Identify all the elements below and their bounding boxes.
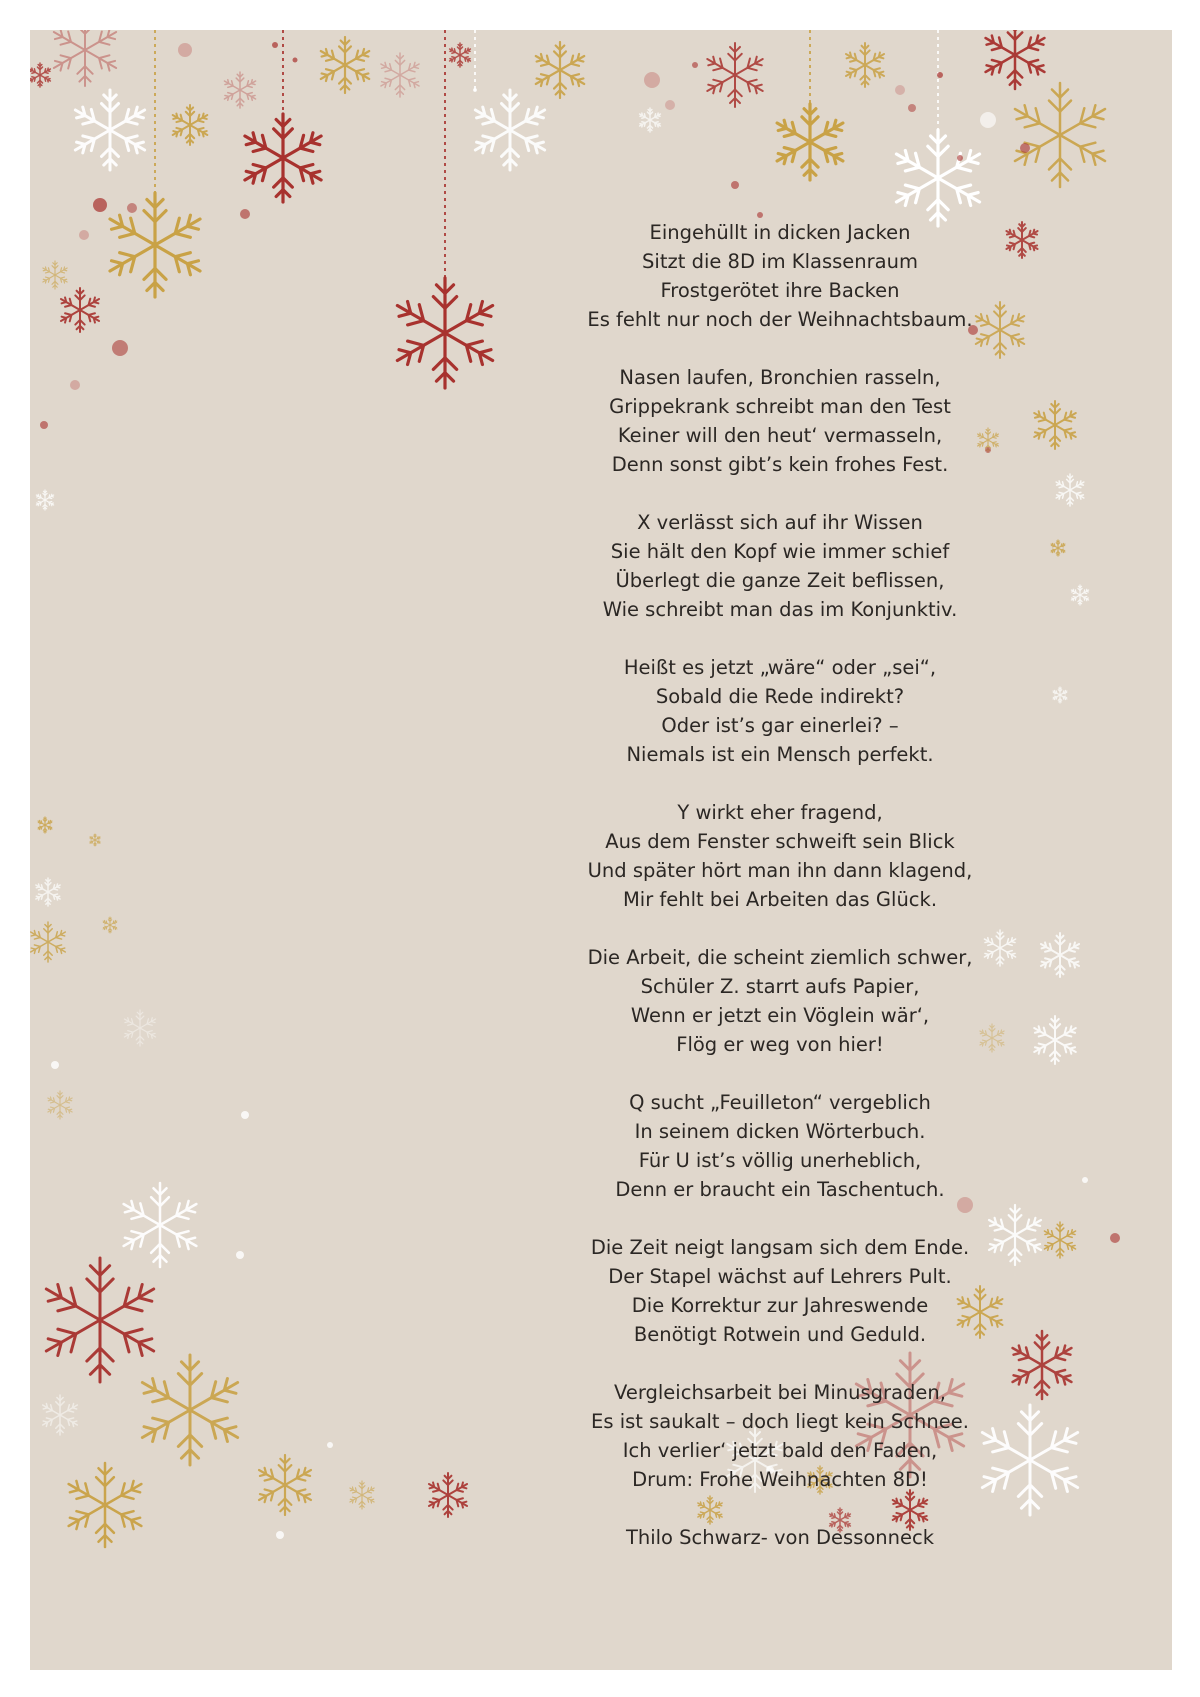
poem-line: Niemals ist ein Mensch perfekt. (626, 743, 934, 766)
snowflake-icon (43, 261, 67, 289)
snowflake-icon (777, 104, 843, 180)
dot-icon (327, 1442, 333, 1448)
snowflake-icon (54, 30, 116, 86)
dot-icon (980, 112, 996, 128)
stanza (550, 363, 1010, 479)
snowflake-icon (381, 53, 419, 97)
snowflake-icon (1034, 401, 1076, 449)
dot-icon (1082, 1177, 1088, 1183)
poem-line: Denn sonst gibt’s kein frohes Fest. (611, 453, 949, 476)
dot-icon (692, 62, 698, 68)
poem (550, 218, 1010, 1552)
snowflake-icon (103, 917, 117, 933)
stanza (550, 1378, 1010, 1494)
poem-line: Die Zeit neigt langsam sich dem Ende. (590, 1236, 970, 1259)
snowflake-icon (475, 90, 544, 170)
snowflake-icon (259, 1455, 311, 1515)
snowflake-icon (321, 37, 369, 93)
poem-line: Frostgerötet ihre Backen (660, 279, 900, 302)
snowflake-icon (36, 878, 60, 906)
dot-icon (276, 1531, 284, 1539)
snowflake-icon (1071, 585, 1088, 605)
dot-icon (127, 203, 137, 213)
snowflake-icon (707, 43, 762, 107)
poem-line: Sie hält den Kopf wie immer schief (610, 540, 950, 563)
snowflake-icon (124, 1010, 155, 1046)
dot-icon (908, 104, 916, 112)
poem-line: Schüler Z. starrt aufs Papier, (640, 975, 920, 998)
poem-line: Denn er braucht ein Taschentuch. (615, 1178, 945, 1201)
snowflake-icon (173, 105, 208, 145)
snowflake-icon (536, 42, 584, 98)
snowflake-icon (1034, 1016, 1076, 1064)
dot-icon (937, 72, 943, 78)
snowflake-icon (1044, 1222, 1075, 1258)
snowflake-icon (30, 63, 50, 87)
dot-icon (236, 1251, 244, 1259)
stanza (550, 943, 1010, 1059)
poem-line: X verlässt sich auf ihr Wissen (637, 511, 923, 534)
dot-icon (644, 72, 660, 88)
dot-icon (241, 1111, 249, 1119)
snowflake-icon (90, 834, 100, 846)
dot-icon (178, 43, 192, 57)
stanza (550, 1233, 1010, 1349)
poem-line: Oder ist’s gar einerlei? – (661, 714, 899, 737)
stanza (550, 508, 1010, 624)
snowflake-icon (429, 1473, 467, 1517)
snowflake-icon (75, 90, 144, 170)
dot-icon (665, 100, 675, 110)
poem-line: Sitzt die 8D im Klassenraum (642, 250, 918, 273)
snowflake-icon (142, 1355, 237, 1465)
poem-line: Q sucht „Feuilleton“ vergeblich (629, 1091, 931, 1114)
author-signature: Thilo Schwarz- von Dessonneck (625, 1526, 935, 1549)
snowflake-icon (124, 1183, 197, 1267)
poem-line: Wie schreibt man das im Konjunktiv. (602, 598, 958, 621)
stanza (550, 653, 1010, 769)
snowflake-icon (450, 43, 471, 67)
snowflake-icon (1006, 222, 1037, 258)
poem-line: Drum: Frohe Weihnachten 8D! (632, 1468, 928, 1491)
dot-icon (112, 340, 128, 356)
stanza (550, 1088, 1010, 1204)
snowflake-icon (986, 30, 1045, 89)
dot-icon (957, 155, 963, 161)
snowflake-icon (846, 43, 884, 87)
poem-page (30, 30, 1172, 1670)
poem-line: Ich verlier‘ jetzt bald den Faden, (622, 1439, 938, 1462)
snowflake-icon (48, 1091, 72, 1119)
snowflake-icon (350, 1481, 374, 1509)
snowflake-icon (1053, 687, 1067, 703)
dot-icon (1020, 143, 1030, 153)
snowflake-icon (397, 278, 492, 388)
snowflake-icon (1051, 540, 1065, 556)
stanza (550, 798, 1010, 914)
poem-line: Überlegt die ganze Zeit beflissen, (615, 569, 945, 592)
poem-line: Nasen laufen, Bronchien rasseln, (619, 366, 941, 389)
poem-line: Die Korrektur zur Jahreswende (631, 1294, 929, 1317)
poem-line: Y wirkt eher fragend, (677, 801, 883, 824)
snowflake-icon (46, 1258, 153, 1382)
snowflake-icon (896, 130, 979, 226)
dot-icon (51, 1061, 59, 1069)
dot-icon (40, 421, 48, 429)
dot-icon (240, 209, 250, 219)
dot-icon (731, 181, 739, 189)
dot-icon (70, 380, 80, 390)
snowflake-icon (69, 1463, 142, 1547)
poem-line: Mir fehlt bei Arbeiten das Glück. (622, 888, 938, 911)
snowflake-icon (110, 193, 200, 297)
poem-line: Der Stapel wächst auf Lehrers Pult. (608, 1265, 952, 1288)
poem-line: Flög er weg von hier! (676, 1033, 884, 1056)
snowflake-icon (1056, 474, 1084, 506)
dot-icon (895, 85, 905, 95)
snowflake-icon (31, 922, 66, 962)
dot-icon (93, 198, 107, 212)
poem-line: Heißt es jetzt „wäre“ oder „sei“, (623, 656, 937, 679)
poem-line: Es fehlt nur noch der Weihnachtsbaum. (587, 308, 973, 331)
poem-line: Benötigt Rotwein und Geduld. (633, 1323, 927, 1346)
poem-line: Aus dem Fenster schweift sein Blick (605, 830, 955, 853)
snowflake-icon (640, 108, 661, 132)
poem-line: Es ist saukalt – doch liegt kein Schnee. (591, 1410, 969, 1433)
snowflake-icon (245, 114, 321, 202)
dot-icon (79, 230, 89, 240)
poem-line: Grippekrank schreibt man den Test (609, 395, 951, 418)
snowflake-icon (38, 817, 52, 833)
snowflake-icon (1013, 1331, 1072, 1399)
dot-icon (272, 42, 278, 48)
poem-line: Wenn er jetzt ein Vöglein wär‘, (630, 1004, 930, 1027)
poem-line: Keiner will den heut‘ vermasseln, (617, 424, 943, 447)
poem-line: Die Arbeit, die scheint ziemlich schwer, (587, 946, 973, 969)
poem-line: Eingehüllt in dicken Jacken (649, 221, 911, 244)
poem-line: In seinem dicken Wörterbuch. (634, 1120, 926, 1143)
stanza (550, 218, 1010, 334)
snowflake-icon (224, 72, 255, 108)
snowflake-icon (1015, 83, 1105, 187)
snowflake-icon (36, 490, 53, 510)
poem-line: Vergleichsarbeit bei Minusgraden, (614, 1381, 946, 1404)
poem-line: Und später hört man ihn dann klagend, (587, 859, 973, 882)
dot-icon (293, 58, 298, 63)
snowflake-icon (61, 288, 99, 332)
poem-line: Für U ist’s völlig unerheblich, (638, 1149, 922, 1172)
snowflake-icon (1041, 933, 1079, 977)
dot-icon (1110, 1233, 1120, 1243)
snowflake-icon (43, 1395, 78, 1435)
poem-line: Sobald die Rede indirekt? (655, 685, 905, 708)
